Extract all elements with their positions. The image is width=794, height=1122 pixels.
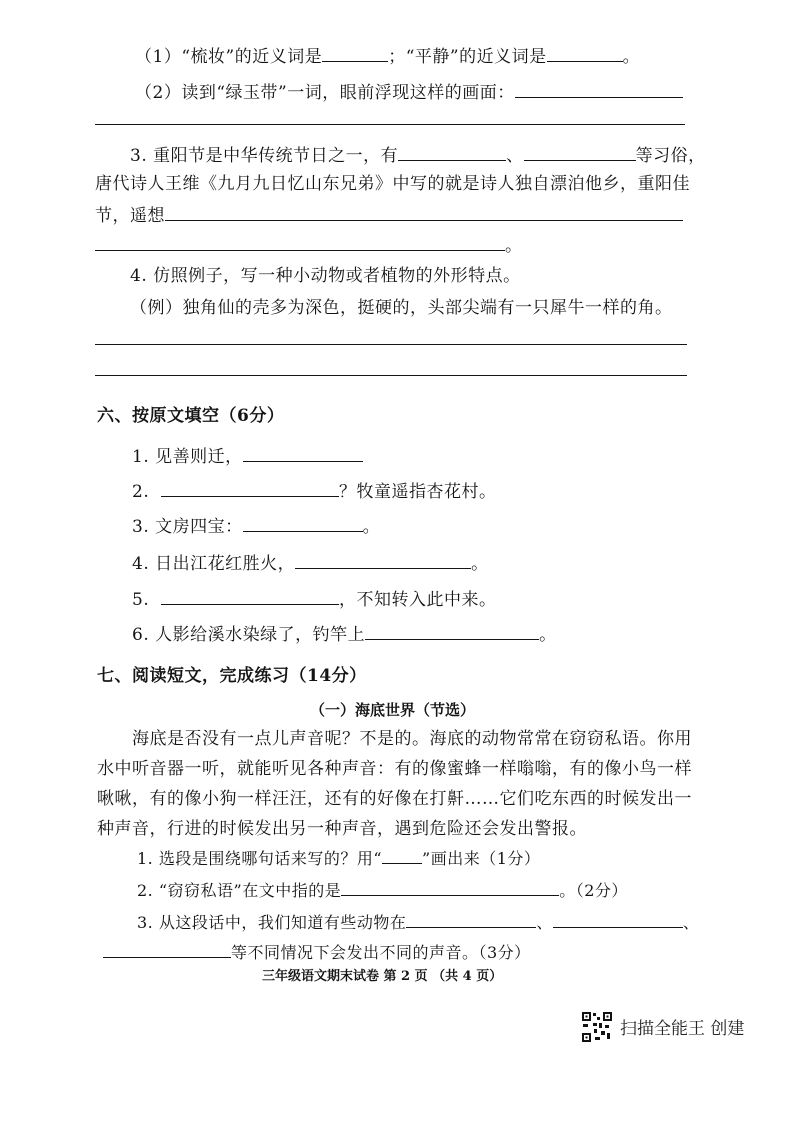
- passage-line: 啾啾，有的像小狗一样汪汪，还有的好像在打鼾……它们吃东西的时候发出一: [97, 789, 692, 809]
- answer-blank[interactable]: [341, 877, 559, 896]
- sec7-q1-text-b: ”画出来（1分）: [422, 849, 541, 868]
- answer-blank[interactable]: [243, 513, 363, 532]
- answer-blank[interactable]: [322, 43, 388, 62]
- q2-sub1-text-a: “梳妆”的近义词是: [181, 47, 323, 67]
- answer-blank[interactable]: [406, 909, 536, 928]
- q3-comma: 、: [506, 146, 524, 166]
- q3-text-c: 等习俗，: [635, 146, 706, 166]
- section-7-title: 七、阅读短文，完成练习（14分）: [97, 666, 367, 686]
- q2-sub2-number: （2）: [135, 83, 182, 103]
- sec7-q2: [137, 877, 628, 903]
- sec6-item-4: [132, 550, 489, 576]
- answer-blank[interactable]: [398, 142, 506, 161]
- sec7-q3-comma-2: 、: [682, 913, 700, 932]
- sec6-item-3: [132, 513, 380, 539]
- q3-line-3: [95, 202, 683, 228]
- answer-blank[interactable]: [515, 79, 683, 98]
- answer-blank[interactable]: [295, 550, 471, 569]
- passage-title: （一）海底世界（节选）: [310, 701, 476, 719]
- answer-blank[interactable]: [243, 443, 363, 462]
- answer-line[interactable]: [95, 124, 685, 125]
- answer-blank[interactable]: [103, 939, 231, 958]
- scanner-watermark: 扫描全能王 创建: [620, 1019, 745, 1039]
- sec7-q3-text-a: 3. 从这段话中，我们知道有些动物在: [137, 913, 407, 932]
- q3-text-a: 3. 重阳节是中华传统节日之一，有: [130, 146, 399, 166]
- q4-prompt: 4. 仿照例子，写一种小动物或者植物的外形特点。: [130, 266, 521, 286]
- sec6-item-2-end: ？牧童遥指杏花村。: [339, 482, 497, 502]
- sec7-q3-comma-1: 、: [536, 913, 553, 932]
- sec6-item-4-end: 。: [471, 554, 489, 574]
- sec7-q3-line-2: [103, 939, 531, 965]
- answer-blank[interactable]: [95, 232, 505, 251]
- qr-code-icon: [581, 1011, 613, 1043]
- q3-end: 。: [505, 236, 523, 256]
- passage-line: 种声音，行进的时候发出另一种声音，遇到危险还会发出警报。: [97, 819, 587, 839]
- answer-blank[interactable]: [524, 142, 636, 161]
- q2-sub2: [135, 79, 683, 105]
- sec6-item-3-end: 。: [362, 517, 381, 537]
- sec7-q2-text-a: 2. “窃窃私语”在文中指的是: [137, 881, 342, 900]
- sec6-item-5-text: 5.: [132, 590, 150, 610]
- page-footer: 三年级语文期末试卷 第 2 页 （共 4 页）: [262, 969, 503, 984]
- answer-blank[interactable]: [365, 621, 539, 640]
- sec6-item-2: [132, 478, 497, 504]
- q2-sub1-number: （1）: [135, 47, 182, 67]
- answer-line[interactable]: [95, 344, 687, 345]
- answer-blank[interactable]: [161, 586, 339, 605]
- sec6-item-5: [132, 586, 497, 612]
- section-6-title: 六、按原文填空（6分）: [97, 406, 285, 426]
- sec7-q1: [137, 845, 540, 871]
- sec6-item-6-end: 。: [539, 625, 557, 645]
- q3-line-2: 唐代诗人王维《九月九日忆山东兄弟》中写的就是诗人独自漂泊他乡，重阳佳: [95, 174, 690, 194]
- q2-sub1-text-b: ；“平静”的近义词是: [388, 47, 547, 67]
- sec6-item-5-end: ，不知转入此中来。: [339, 590, 497, 610]
- sec6-item-1-text: 1. 见善则迁，: [132, 447, 243, 467]
- q2-sub2-text: 读到“绿玉带”一词，眼前浮现这样的画面：: [181, 83, 515, 103]
- q3-line-4: [95, 232, 523, 258]
- sec7-q1-text-a: 1. 选段是围绕哪句话来写的？用“: [137, 849, 383, 868]
- sec6-item-6-text: 6. 人影给溪水染绿了，钓竿上: [132, 625, 366, 645]
- q3-text-d: 节，遥想: [95, 206, 165, 226]
- answer-blank[interactable]: [165, 202, 683, 221]
- sec6-item-4-text: 4. 日出江花红胜火，: [132, 554, 296, 574]
- q3-line-1: [130, 142, 706, 168]
- sec7-q3-text-d: 等不同情况下会发出不同的声音。（3分）: [231, 943, 531, 962]
- answer-line[interactable]: [95, 375, 687, 376]
- sec6-item-2-text: 2.: [132, 482, 150, 502]
- q2-sub1-end: 。: [622, 47, 641, 67]
- q2-sub1: [135, 43, 640, 69]
- passage-line: 水中听音器一听，就能听见各种声音：有的像蜜蜂一样嗡嗡，有的像小鸟一样: [97, 759, 692, 779]
- underline-mark: [382, 845, 422, 864]
- passage-line: 海底是否没有一点儿声音呢？不是的。海底的动物常常在窃窃私语。你用: [132, 729, 692, 749]
- q4-example: （例）独角仙的壳多为深色，挺硬的，头部尖端有一只犀牛一样的角。: [130, 298, 673, 318]
- sec7-q2-text-b: 。（2分）: [559, 881, 628, 900]
- sec6-item-3-text: 3. 文房四宝：: [132, 517, 243, 537]
- answer-blank[interactable]: [553, 909, 683, 928]
- sec6-item-6: [132, 621, 557, 647]
- answer-blank[interactable]: [547, 43, 623, 62]
- sec7-q3-line-1: [137, 909, 699, 935]
- sec6-item-1: [132, 443, 363, 469]
- answer-blank[interactable]: [161, 478, 339, 497]
